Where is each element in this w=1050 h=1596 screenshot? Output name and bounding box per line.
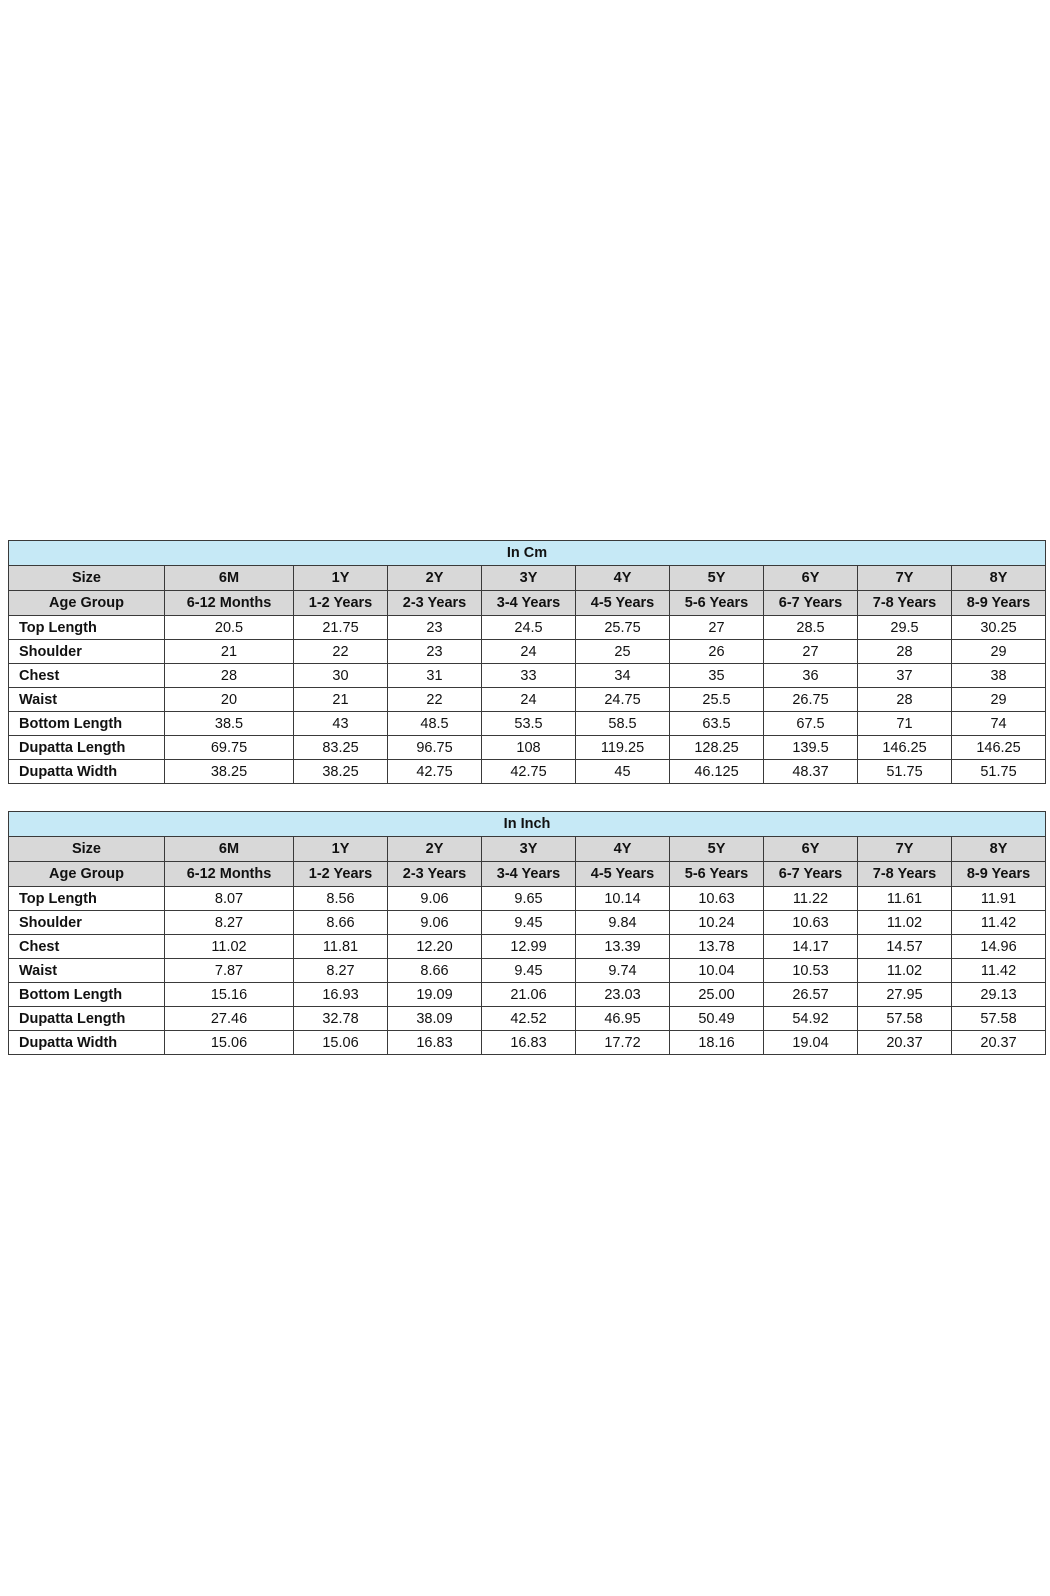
row-label-dupatta-width: Dupatta Width [9,760,165,784]
age-group-3-4-years: 3-4 Years [482,862,576,887]
measurement-cell: 48.5 [388,712,482,736]
table-row-dupatta-length [9,1007,1046,1031]
table-title: In Inch [9,812,1046,837]
measurement-cell: 128.25 [670,736,764,760]
size-2y-header: 2Y [388,566,482,591]
measurement-cell: 9.06 [388,887,482,911]
measurement-cell: 12.99 [482,935,576,959]
measurement-cell: 15.06 [165,1031,294,1055]
age-group-8-9-years: 8-9 Years [952,862,1046,887]
measurement-cell: 28 [165,664,294,688]
measurement-cell: 10.14 [576,887,670,911]
measurement-cell: 30.25 [952,616,1046,640]
measurement-cell: 9.65 [482,887,576,911]
measurement-cell: 27.95 [858,983,952,1007]
measurement-cell: 11.91 [952,887,1046,911]
measurement-cell: 31 [388,664,482,688]
measurement-cell: 14.17 [764,935,858,959]
size-8y-header: 8Y [952,837,1046,862]
measurement-cell: 28.5 [764,616,858,640]
age-group-6-7-years: 6-7 Years [764,591,858,616]
measurement-cell: 19.09 [388,983,482,1007]
size-7y-header: 7Y [858,837,952,862]
measurement-cell: 25.75 [576,616,670,640]
age-group-5-6-years: 5-6 Years [670,862,764,887]
age-group-1-2-years: 1-2 Years [294,591,388,616]
measurement-cell: 12.20 [388,935,482,959]
table-row-dupatta-width [9,760,1046,784]
measurement-cell: 8.27 [294,959,388,983]
row-label-waist: Waist [9,959,165,983]
measurement-cell: 50.49 [670,1007,764,1031]
measurement-cell: 16.93 [294,983,388,1007]
row-label-dupatta-length: Dupatta Length [9,1007,165,1031]
table-title-row [9,541,1046,566]
measurement-cell: 14.57 [858,935,952,959]
table-row-dupatta-width [9,1031,1046,1055]
age-group-7-8-years: 7-8 Years [858,862,952,887]
age-group-6-12-months: 6-12 Months [165,862,294,887]
size-8y-header: 8Y [952,566,1046,591]
measurement-cell: 7.87 [165,959,294,983]
measurement-cell: 25 [576,640,670,664]
measurement-cell: 58.5 [576,712,670,736]
measurement-cell: 24 [482,688,576,712]
table-row-top-length [9,616,1046,640]
measurement-cell: 32.78 [294,1007,388,1031]
measurement-cell: 45 [576,760,670,784]
measurement-cell: 11.42 [952,911,1046,935]
table-row-bottom-length [9,983,1046,1007]
measurement-cell: 20.37 [952,1031,1046,1055]
measurement-cell: 146.25 [952,736,1046,760]
measurement-cell: 38.5 [165,712,294,736]
age-group-6-7-years: 6-7 Years [764,862,858,887]
table-title-row [9,812,1046,837]
measurement-cell: 23 [388,616,482,640]
measurement-cell: 69.75 [165,736,294,760]
measurement-cell: 57.58 [858,1007,952,1031]
age-group-5-6-years: 5-6 Years [670,591,764,616]
size-header-row [9,566,1046,591]
measurement-cell: 57.58 [952,1007,1046,1031]
age-group-2-3-years: 2-3 Years [388,862,482,887]
measurement-cell: 71 [858,712,952,736]
measurement-cell: 21 [294,688,388,712]
measurement-cell: 46.95 [576,1007,670,1031]
row-label-dupatta-length: Dupatta Length [9,736,165,760]
table-row-waist [9,959,1046,983]
measurement-cell: 74 [952,712,1046,736]
measurement-cell: 15.16 [165,983,294,1007]
age-group-4-5-years: 4-5 Years [576,862,670,887]
row-label-waist: Waist [9,688,165,712]
table-row-shoulder [9,640,1046,664]
measurement-cell: 8.07 [165,887,294,911]
row-label-shoulder: Shoulder [9,640,165,664]
row-label-chest: Chest [9,935,165,959]
measurement-cell: 13.39 [576,935,670,959]
row-label-top-length: Top Length [9,887,165,911]
measurement-cell: 10.63 [670,887,764,911]
measurement-cell: 139.5 [764,736,858,760]
measurement-cell: 54.92 [764,1007,858,1031]
measurement-cell: 36 [764,664,858,688]
measurement-cell: 9.45 [482,911,576,935]
measurement-cell: 11.22 [764,887,858,911]
row-label-dupatta-width: Dupatta Width [9,1031,165,1055]
measurement-cell: 23.03 [576,983,670,1007]
measurement-cell: 11.81 [294,935,388,959]
measurement-cell: 28 [858,688,952,712]
measurement-cell: 28 [858,640,952,664]
measurement-cell: 11.42 [952,959,1046,983]
age-group-label: Age Group [9,591,165,616]
measurement-cell: 63.5 [670,712,764,736]
measurement-cell: 11.02 [858,911,952,935]
measurement-cell: 9.74 [576,959,670,983]
measurement-cell: 29.5 [858,616,952,640]
measurement-cell: 29 [952,640,1046,664]
age-group-6-12-months: 6-12 Months [165,591,294,616]
table-row-shoulder [9,911,1046,935]
measurement-cell: 43 [294,712,388,736]
measurement-cell: 35 [670,664,764,688]
size-7y-header: 7Y [858,566,952,591]
age-group-header-row [9,591,1046,616]
measurement-cell: 51.75 [858,760,952,784]
table-row-chest [9,935,1046,959]
size-6y-header: 6Y [764,837,858,862]
table-row-dupatta-length [9,736,1046,760]
measurement-cell: 26.57 [764,983,858,1007]
measurement-cell: 17.72 [576,1031,670,1055]
measurement-cell: 11.61 [858,887,952,911]
measurement-cell: 9.84 [576,911,670,935]
measurement-cell: 21 [165,640,294,664]
measurement-cell: 24 [482,640,576,664]
table-title: In Cm [9,541,1046,566]
size-header-row [9,837,1046,862]
age-group-2-3-years: 2-3 Years [388,591,482,616]
row-label-shoulder: Shoulder [9,911,165,935]
measurement-cell: 24.5 [482,616,576,640]
measurement-cell: 34 [576,664,670,688]
measurement-cell: 20.5 [165,616,294,640]
measurement-cell: 8.56 [294,887,388,911]
measurement-cell: 27 [764,640,858,664]
measurement-cell: 10.63 [764,911,858,935]
size-4y-header: 4Y [576,566,670,591]
measurement-cell: 119.25 [576,736,670,760]
measurement-cell: 10.24 [670,911,764,935]
measurement-cell: 26.75 [764,688,858,712]
measurement-cell: 8.66 [294,911,388,935]
measurement-cell: 10.53 [764,959,858,983]
measurement-cell: 27 [670,616,764,640]
measurement-cell: 30 [294,664,388,688]
table-row-waist [9,688,1046,712]
row-label-bottom-length: Bottom Length [9,983,165,1007]
measurement-cell: 23 [388,640,482,664]
measurement-cell: 53.5 [482,712,576,736]
measurement-cell: 83.25 [294,736,388,760]
size-6y-header: 6Y [764,566,858,591]
size-4y-header: 4Y [576,837,670,862]
measurement-cell: 37 [858,664,952,688]
measurement-cell: 9.06 [388,911,482,935]
age-group-header-row [9,862,1046,887]
size-3y-header: 3Y [482,837,576,862]
size-1y-header: 1Y [294,566,388,591]
row-label-top-length: Top Length [9,616,165,640]
measurement-cell: 25.00 [670,983,764,1007]
table-row-chest [9,664,1046,688]
age-group-7-8-years: 7-8 Years [858,591,952,616]
measurement-cell: 16.83 [388,1031,482,1055]
measurement-cell: 42.75 [482,760,576,784]
size-3y-header: 3Y [482,566,576,591]
measurement-cell: 11.02 [165,935,294,959]
measurement-cell: 26 [670,640,764,664]
measurement-cell: 42.52 [482,1007,576,1031]
measurement-cell: 20 [165,688,294,712]
age-group-1-2-years: 1-2 Years [294,862,388,887]
measurement-cell: 46.125 [670,760,764,784]
size-1y-header: 1Y [294,837,388,862]
size-2y-header: 2Y [388,837,482,862]
measurement-cell: 15.06 [294,1031,388,1055]
measurement-cell: 108 [482,736,576,760]
measurement-cell: 8.27 [165,911,294,935]
measurement-cell: 24.75 [576,688,670,712]
age-group-8-9-years: 8-9 Years [952,591,1046,616]
measurement-cell: 42.75 [388,760,482,784]
age-group-3-4-years: 3-4 Years [482,591,576,616]
size-label: Size [9,566,165,591]
measurement-cell: 13.78 [670,935,764,959]
age-group-4-5-years: 4-5 Years [576,591,670,616]
size-chart-cm-table [8,540,1046,784]
measurement-cell: 48.37 [764,760,858,784]
measurement-cell: 20.37 [858,1031,952,1055]
measurement-cell: 67.5 [764,712,858,736]
size-5y-header: 5Y [670,566,764,591]
measurement-cell: 38.25 [165,760,294,784]
table-row-bottom-length [9,712,1046,736]
measurement-cell: 18.16 [670,1031,764,1055]
measurement-cell: 22 [294,640,388,664]
measurement-cell: 8.66 [388,959,482,983]
measurement-cell: 146.25 [858,736,952,760]
size-label: Size [9,837,165,862]
measurement-cell: 33 [482,664,576,688]
measurement-cell: 29 [952,688,1046,712]
measurement-cell: 21.75 [294,616,388,640]
measurement-cell: 38.25 [294,760,388,784]
measurement-cell: 10.04 [670,959,764,983]
age-group-label: Age Group [9,862,165,887]
row-label-chest: Chest [9,664,165,688]
table-row-top-length [9,887,1046,911]
measurement-cell: 27.46 [165,1007,294,1031]
measurement-cell: 11.02 [858,959,952,983]
measurement-cell: 51.75 [952,760,1046,784]
measurement-cell: 29.13 [952,983,1046,1007]
measurement-cell: 19.04 [764,1031,858,1055]
measurement-cell: 22 [388,688,482,712]
row-label-bottom-length: Bottom Length [9,712,165,736]
size-6m-header: 6M [165,566,294,591]
measurement-cell: 9.45 [482,959,576,983]
measurement-cell: 38.09 [388,1007,482,1031]
size-6m-header: 6M [165,837,294,862]
measurement-cell: 21.06 [482,983,576,1007]
measurement-cell: 25.5 [670,688,764,712]
size-chart-inch-table [8,811,1046,1055]
measurement-cell: 14.96 [952,935,1046,959]
measurement-cell: 38 [952,664,1046,688]
measurement-cell: 96.75 [388,736,482,760]
size-5y-header: 5Y [670,837,764,862]
measurement-cell: 16.83 [482,1031,576,1055]
